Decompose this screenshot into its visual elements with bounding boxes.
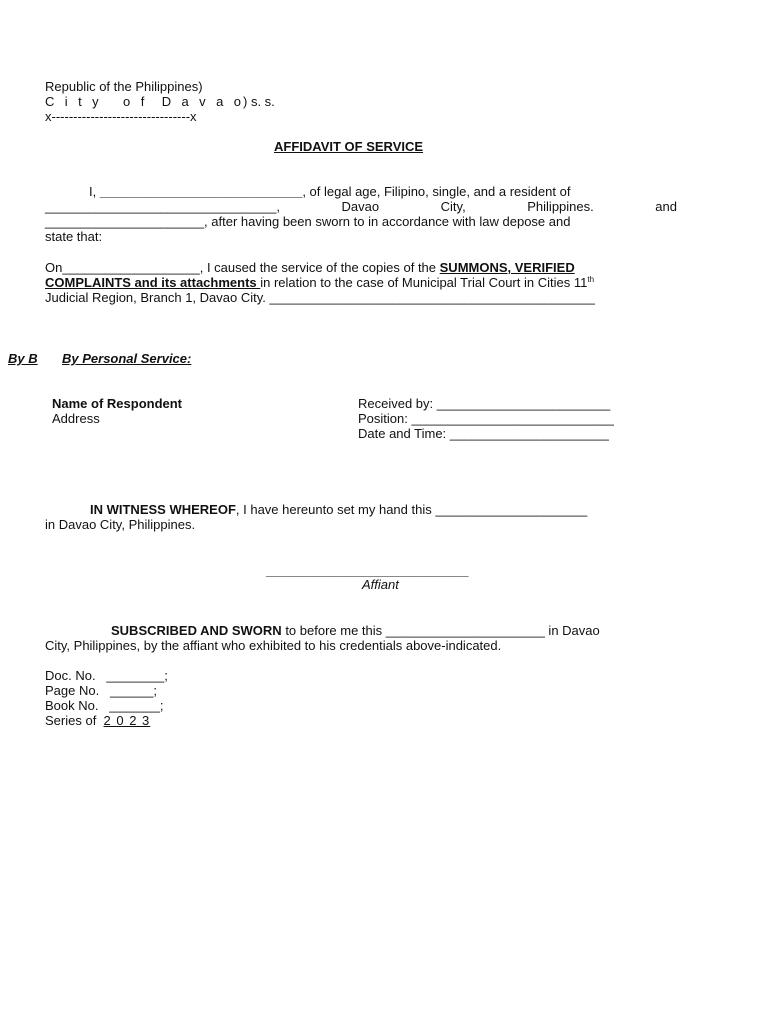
header-republic: Republic of the Philippines) xyxy=(45,79,203,94)
intro-city: City, xyxy=(440,199,466,214)
respondent-address-label: Address xyxy=(52,411,100,426)
date-time-field: Date and Time: ______________________ xyxy=(358,426,609,441)
service-line-1 xyxy=(45,260,575,275)
intro-text-3: after having been sworn to in accordance with law depose and xyxy=(207,214,571,229)
affiant-signature-line: ____________________________ xyxy=(266,563,469,578)
witness-text: , I have hereunto set my hand this _____________________ xyxy=(235,502,588,517)
service-text-2: in relation to the case of Municipal Trial Court in Cities 11 xyxy=(260,275,588,290)
intro-line-1 xyxy=(45,184,677,199)
intro-i: I, xyxy=(89,184,97,199)
intro-line-3 xyxy=(45,214,677,229)
sworn-line-2: City, Philippines, by the affiant who exhibited to his credentials above-indicated. xyxy=(45,638,502,653)
intro-text-4: state that: xyxy=(45,229,103,244)
service-bold-1: SUMMONS, VERIFIED xyxy=(439,260,575,275)
service-sup: th xyxy=(587,275,595,284)
personal-service-heading: By Personal Service: xyxy=(62,351,192,366)
intro-blank-3: ______________________, xyxy=(45,214,208,229)
document-title: AFFIDAVIT OF SERVICE xyxy=(274,139,424,154)
service-on: On xyxy=(45,260,63,275)
intro-text-1: , of legal age, Filipino, single, and a resident of xyxy=(302,184,571,199)
doc-no: Doc. No. ________; xyxy=(45,668,168,683)
service-bold-2: COMPLAINTS and its attachments xyxy=(45,275,261,290)
header-ss: ) s. s. xyxy=(243,94,275,109)
service-line-3: Judicial Region, Branch 1, Davao City. _____________________________________________ xyxy=(45,290,595,305)
respondent-name-label: Name of Respondent xyxy=(52,396,183,411)
service-text-1: I caused the service of the copies of the xyxy=(203,260,440,275)
sworn-text: to before me this ______________________ in Davao xyxy=(281,623,600,638)
service-on-blank: ___________________, xyxy=(62,260,204,275)
intro-philippines: Philippines. xyxy=(527,199,594,214)
page-no: Page No. ______; xyxy=(45,683,158,698)
intro-davao: Davao xyxy=(341,199,380,214)
received-by-field: Received by: ________________________ xyxy=(358,396,611,411)
header-city xyxy=(45,94,244,109)
witness-line-1 xyxy=(90,502,587,517)
intro-address-blank: ________________________________, xyxy=(45,199,280,214)
sworn-line-1 xyxy=(111,623,600,638)
series-year: 2 0 2 3 xyxy=(103,713,151,728)
header-separator: x--------------------------------x xyxy=(45,109,197,124)
witness-bold: IN WITNESS WHEREOF xyxy=(90,502,236,517)
by-b-label: By B xyxy=(8,351,38,366)
affiant-label: Affiant xyxy=(362,577,399,592)
series-label: Series of xyxy=(45,713,104,728)
intro-name-blank: ____________________________ xyxy=(99,184,303,199)
sworn-bold: SUBSCRIBED AND SWORN xyxy=(111,623,282,638)
intro-and: and xyxy=(655,199,677,214)
series-line xyxy=(45,713,150,728)
book-no: Book No. _______; xyxy=(45,698,164,713)
service-line-2 xyxy=(45,275,594,290)
intro-line-2 xyxy=(45,199,677,214)
header-city-text: C i t y o f D a v a o xyxy=(45,94,245,109)
position-field: Position: ____________________________ xyxy=(358,411,614,426)
witness-line-2: in Davao City, Philippines. xyxy=(45,517,196,532)
intro-paragraph xyxy=(45,184,677,244)
